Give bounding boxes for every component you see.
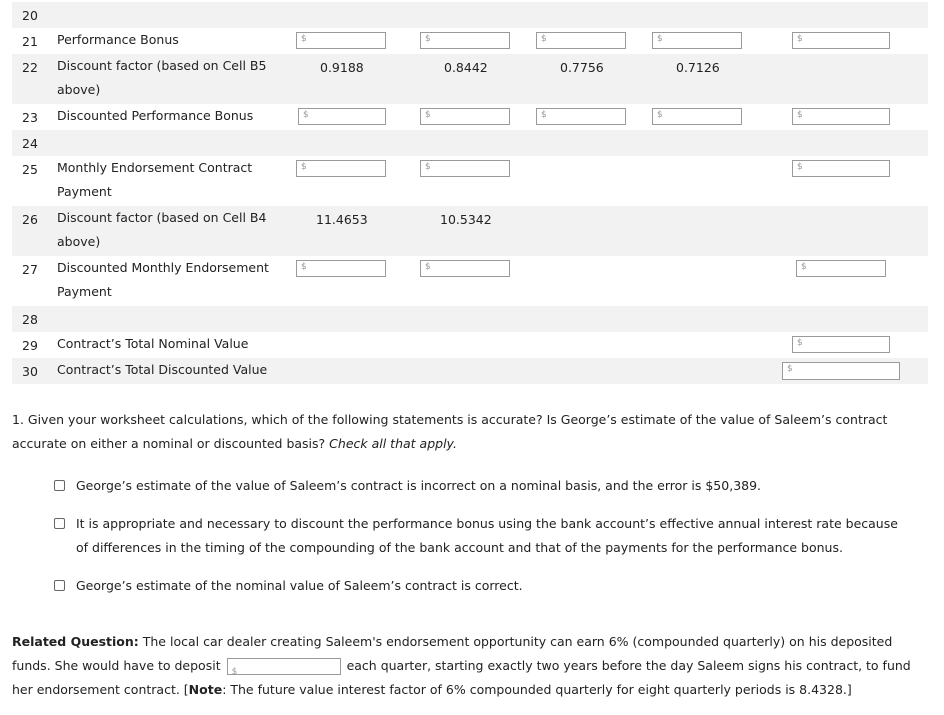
endorsement-payment-input-3[interactable]: $ [792,160,890,177]
row-number: 24 [22,136,38,151]
row-27 [12,256,928,306]
total-discounted-value-input[interactable]: $ [782,362,900,380]
deposit-amount-input[interactable]: $ [227,658,341,675]
note-text: : The future value interest factor of 6% compounded quarterly for eight quarterly periods is 8.4328.] [222,682,852,697]
discount-factor-4: 0.7126 [676,60,720,75]
discounted-bonus-input-3[interactable]: $ [536,108,626,125]
row-number: 21 [22,34,38,49]
option-2-label: It is appropriate and necessary to discount the performance bonus using the bank account’s effective annual interest rate because of differences in the timing of the compounding of the bank account and that of the payments for the performance bonus. [76,516,898,555]
annuity-factor-1: 11.4653 [316,212,368,227]
performance-bonus-input-4[interactable]: $ [652,32,742,49]
discounted-bonus-input-4[interactable]: $ [652,108,742,125]
discount-factor-3: 0.7756 [560,60,604,75]
option-2-checkbox[interactable] [54,518,65,529]
question-prompt [12,408,927,456]
discounted-bonus-input-5[interactable]: $ [792,108,890,125]
row-21 [12,28,928,54]
discounted-bonus-input-2[interactable]: $ [420,108,510,125]
row-number: 29 [22,338,38,353]
performance-bonus-input-1[interactable]: $ [296,32,386,49]
row-label: Discount factor (based on Cell B5 above) [57,58,267,97]
question-text: 1. Given your worksheet calculations, which of the following statements is accurate? Is George’s estimate of the value of Saleem’s contract accurate on either a nominal or discounted basis? [12,412,888,451]
row-23 [12,104,928,130]
option-3-checkbox[interactable] [54,580,65,591]
row-label: Contract’s Total Nominal Value [57,336,249,351]
row-number: 25 [22,162,38,177]
row-label: Discounted Performance Bonus [57,108,254,123]
annuity-factor-2: 10.5342 [440,212,492,227]
row-29 [12,332,928,358]
related-question-heading: Related Question: [12,634,139,649]
row-20 [12,2,928,28]
row-number: 23 [22,110,38,125]
row-number: 27 [22,262,38,277]
row-28 [12,306,928,332]
total-nominal-value-input[interactable]: $ [792,336,890,353]
row-label: Discounted Monthly Endorsement Payment [57,260,269,299]
row-22 [12,54,928,104]
performance-bonus-input-5[interactable]: $ [792,32,890,49]
row-number: 26 [22,212,38,227]
discount-factor-2: 0.8442 [444,60,488,75]
related-question [12,630,932,702]
row-number: 20 [22,8,38,23]
related-question-text-before: The local car dealer creating Saleem's endorsement opportunity can earn 6% (compounded quarterly) on his deposited funds. She would have to deposit [12,634,893,673]
option-1-label: George’s estimate of the value of Saleem’s contract is incorrect on a nominal basis, and the error is $50,389. [76,478,762,493]
discounted-endorsement-input-2[interactable]: $ [420,260,510,277]
row-number: 22 [22,60,38,75]
discounted-bonus-input-1[interactable]: $ [298,108,386,125]
discounted-endorsement-input-1[interactable]: $ [296,260,386,277]
discount-factor-1: 0.9188 [320,60,364,75]
performance-bonus-input-3[interactable]: $ [536,32,626,49]
row-number: 28 [22,312,38,327]
discounted-endorsement-input-3[interactable]: $ [796,260,886,277]
row-label: Discount factor (based on Cell B4 above) [57,210,267,249]
endorsement-payment-input-1[interactable]: $ [296,160,386,177]
row-number: 30 [22,364,38,379]
endorsement-payment-input-2[interactable]: $ [420,160,510,177]
row-30 [12,358,928,384]
row-label: Contract’s Total Discounted Value [57,362,268,377]
question-hint: Check all that apply. [329,436,457,451]
row-label: Performance Bonus [57,32,179,47]
note-label: Note [188,682,223,697]
performance-bonus-input-2[interactable]: $ [420,32,510,49]
option-3-label: George’s estimate of the nominal value of Saleem’s contract is correct. [76,578,523,593]
option-1-checkbox[interactable] [54,480,65,491]
row-label: Monthly Endorsement Contract Payment [57,160,253,199]
row-26 [12,206,928,256]
related-question-text-after: each quarter, starting exactly two years before the day Saleem signs his contract, to fund her endorsement contract. [ [12,658,911,697]
row-25 [12,156,928,206]
row-24 [12,130,928,156]
